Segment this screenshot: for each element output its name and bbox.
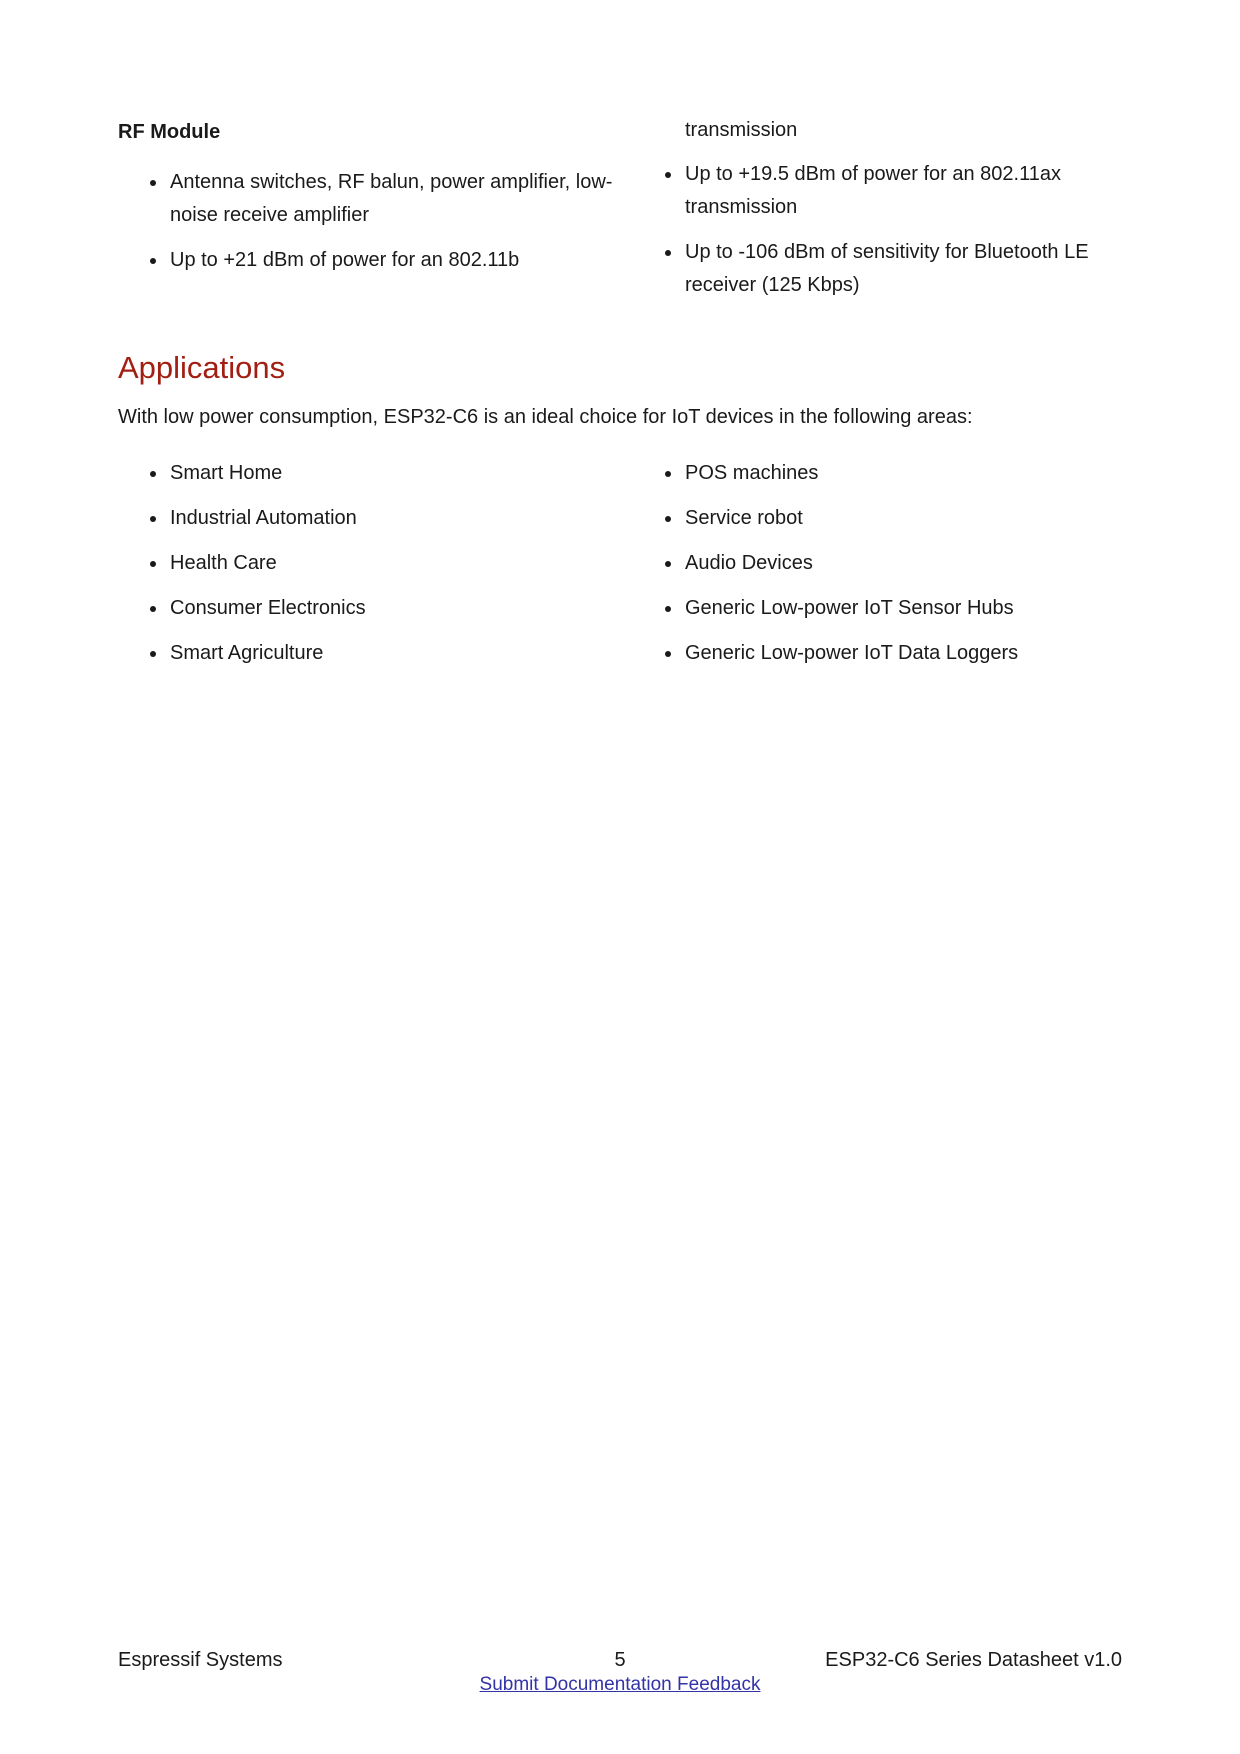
list-item-text: Generic Low-power IoT Sensor Hubs [685,597,1014,619]
list-item-text: Industrial Automation [170,507,357,529]
bullet-icon [665,172,671,178]
rf-module-right-list [665,158,1125,302]
list-item [665,158,1125,224]
bullet-icon [665,516,671,522]
list-item-text: Audio Devices [685,552,813,574]
list-item [118,244,618,277]
list-item [118,457,618,490]
list-item [118,637,618,670]
list-item [118,592,618,625]
list-item [118,502,618,535]
bullet-icon [150,471,156,477]
list-item [118,166,618,232]
list-item-text: Up to +21 dBm of power for an 802.11b [170,249,520,271]
rf-module-title: RF Module [118,121,221,143]
list-item-text: Service robot [685,507,803,529]
bullet-icon [665,651,671,657]
bullet-icon [665,606,671,612]
list-item-text: Smart Agriculture [170,642,324,664]
footer-company: Espressif Systems [118,1649,283,1671]
footer-page-number: 5 [614,1649,626,1671]
list-item-text: Consumer Electronics [170,597,366,619]
list-item-text: Generic Low-power IoT Data Loggers [685,642,1019,664]
footer-document-title: ESP32-C6 Series Datasheet v1.0 [825,1649,1122,1671]
continued-text: transmission [685,119,798,141]
list-item [665,637,1125,670]
bullet-icon [665,250,671,256]
list-item [665,236,1125,302]
list-item-text: Up to -106 dBm of sensitivity for Bluetooth LE receiver (125 Kbps) [685,241,1089,296]
list-item [665,547,1125,580]
applications-right-column [665,457,1125,682]
submit-feedback-link[interactable]: Submit Documentation Feedback [479,1674,761,1695]
applications-heading: Applications [118,350,286,385]
applications-left-list [118,457,618,670]
applications-intro: With low power consumption, ESP32-C6 is an ideal choice for IoT devices in the following areas: [118,406,973,428]
list-item-text: POS machines [685,462,819,484]
list-item [665,502,1125,535]
applications-right-list [665,457,1125,670]
list-item [118,547,618,580]
bullet-icon [665,471,671,477]
list-item [665,457,1125,490]
bullet-icon [150,561,156,567]
applications-left-column [118,457,618,682]
bullet-icon [150,258,156,264]
list-item-text: Up to +19.5 dBm of power for an 802.11ax transmission [685,163,1061,218]
bullet-icon [150,651,156,657]
bullet-icon [150,606,156,612]
bullet-icon [150,180,156,186]
list-item-text: Health Care [170,552,277,574]
list-item [665,592,1125,625]
bullet-icon [150,516,156,522]
rf-module-left-column [118,118,618,289]
rf-module-right-column [665,114,1125,314]
bullet-icon [665,561,671,567]
list-item-text: Smart Home [170,462,283,484]
list-item-text: Antenna switches, RF balun, power amplifier, low-noise receive amplifier [170,171,613,226]
rf-module-left-list [118,166,618,277]
